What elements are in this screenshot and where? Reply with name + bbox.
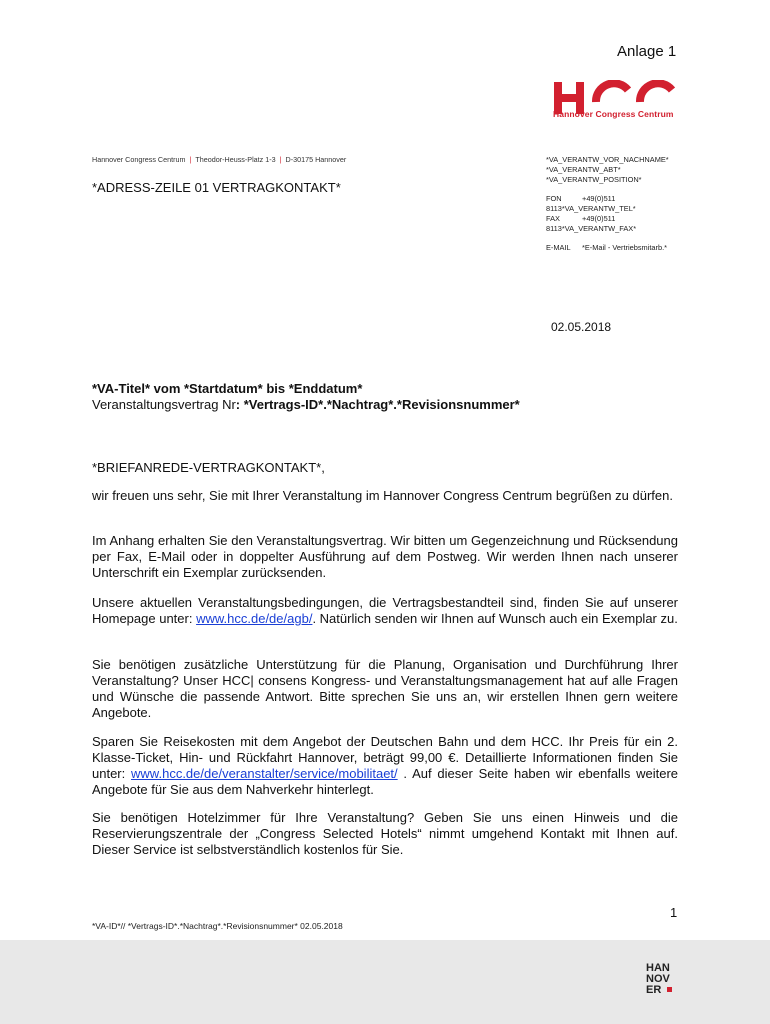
contact-block xyxy=(546,155,669,253)
salutation: *BRIEFANREDE-VERTRAGKONTAKT*, xyxy=(92,460,325,475)
letter-date: 02.05.2018 xyxy=(551,320,612,334)
paragraph-welcome: wir freuen uns sehr, Sie mit Ihrer Veranstaltung im Hannover Congress Centrum begrüßen zu dürfen. xyxy=(92,488,673,503)
paragraph-attachment: Im Anhang erhalten Sie den Veranstaltungsvertrag. Wir bitten um Gegenzeichnung und Rücksendung per Fax, E-Mail oder in doppelter Ausführung auf dem Postweg. Wir werden Ihnen nach unserer Unterschrift ein Exemplar zurücksenden. xyxy=(92,533,678,580)
mobility-link[interactable]: www.hcc.de/de/veranstalter/service/mobilitaet/ xyxy=(131,765,398,781)
paragraph-travel-text-end: . Auf dieser Seite haben wir ebenfalls weitere Angebote für Sie aus dem Nahverkehr hinterlegt. xyxy=(92,765,679,797)
hannover-logo-line-2: NOV xyxy=(646,973,670,985)
attachment-label: Anlage 1 xyxy=(617,43,677,60)
hannover-logo-line-1: HAN xyxy=(646,962,670,974)
subject-contract-line xyxy=(92,397,678,413)
email-value: *E-Mail - Vertriebsmitarb.* xyxy=(582,243,668,252)
hannover-city-logo xyxy=(645,960,675,996)
logo-subtitle: Hannover Congress Centrum xyxy=(553,109,674,119)
fon-value: +49(0)511 xyxy=(582,194,616,203)
paragraph-conditions-text-end: . Natürlich senden wir Ihnen auf Wunsch auch ein Exemplar zu. xyxy=(312,610,678,626)
sender-street: Theodor-Heuss-Platz 1-3 xyxy=(195,155,276,164)
hcc-logo-text: HCC xyxy=(552,80,555,81)
contact-position: *VA_VERANTW_POSITION* xyxy=(546,175,642,184)
paragraph-hotel: Sie benötigen Hotelzimmer für Ihre Veranstaltung? Geben Sie uns einen Hinweis und die Reservierungszentrale der „Congress Selected Hotels“ nimmt umgehend Kontakt mit Ihnen auf. Dieser Service ist selbstverständlich kostenlos für Sie. xyxy=(92,810,678,857)
fon-label: FON xyxy=(546,194,562,203)
hannover-logo-line-3: ER xyxy=(646,984,662,996)
contact-name: *VA_VERANTW_VOR_NACHNAME* xyxy=(546,155,669,164)
sender-name: Hannover Congress Centrum xyxy=(92,155,186,164)
paragraph-travel-text: Sparen Sie Reisekosten mit dem Angebot der Deutschen Bahn und dem HCC. Ihr Preis für ein 2. Klasse-Ticket, Hin- und Rückfahrt Hannover, beträgt 99,00 €. Detaillierte Informationen finden Sie unter: xyxy=(92,734,678,781)
paragraph-conditions-text: Unsere aktuellen Veranstaltungsbedingungen, die Vertragsbestandteil sind, finden Sie auf unserer Homepage unter: xyxy=(92,595,678,626)
fax-value: +49(0)511 xyxy=(582,214,616,223)
subject-title: *VA-Titel* vom *Startdatum* bis *Enddatum* xyxy=(92,381,363,396)
page-number: 1 xyxy=(670,905,678,920)
subject-contract-prefix: Veranstaltungsvertrag Nr xyxy=(92,396,236,412)
contact-department: *VA_VERANTW_ABT* xyxy=(546,165,621,174)
fax-extension: 8113*VA_VERANTW_FAX* xyxy=(546,224,637,233)
agb-link[interactable]: www.hcc.de/de/agb/ xyxy=(196,610,313,626)
paragraph-conditions xyxy=(92,595,678,627)
email-label: E-MAIL xyxy=(546,243,571,252)
sender-line: Hannover Congress Centrum | Theodor-Heuss-Platz 1-3 | D-30175 Hannover xyxy=(92,155,347,164)
subject-contract-id: : *Vertrags-ID*.*Nachtrag*.*Revisionsnummer* xyxy=(235,396,520,412)
subject-block xyxy=(92,381,678,413)
fax-label: FAX xyxy=(546,214,560,223)
footer-reference: *VA-ID*// *Vertrags-ID*.*Nachtrag*.*Revisionsnummer* 02.05.2018 xyxy=(92,921,343,931)
paragraph-travel xyxy=(92,734,678,798)
paragraph-support: Sie benötigen zusätzliche Unterstützung für die Planung, Organisation und Durchführung Ihrer Veranstaltung? Unser HCC| consens Kongress- und Veranstaltungsmanagement hat auf alle Fragen und Wünsche die passende Antwort. Bitte sprechen Sie uns an, wir erstellen Ihnen gern weitere Angebote. xyxy=(92,657,678,720)
sender-city: D-30175 Hannover xyxy=(285,155,347,164)
recipient-address: *ADRESS-ZEILE 01 VERTRAGKONTAKT* xyxy=(92,180,341,195)
fon-extension: 8113*VA_VERANTW_TEL* xyxy=(546,204,636,213)
